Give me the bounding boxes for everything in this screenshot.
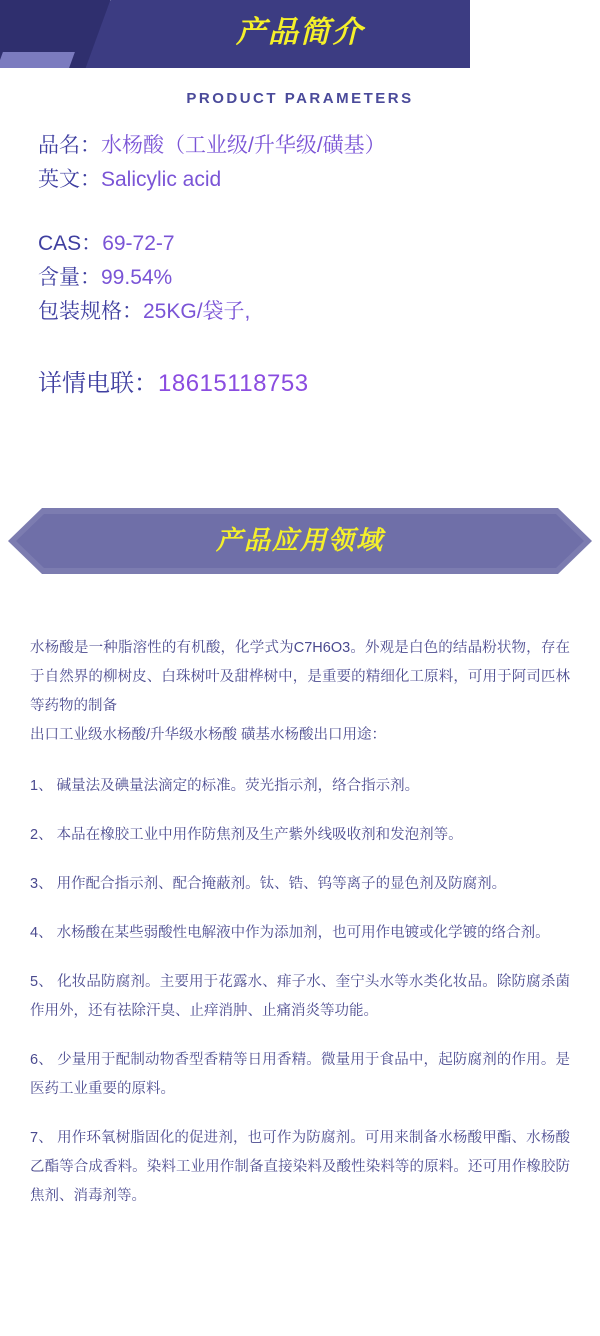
parameter-row-cas	[38, 227, 600, 261]
intro-paragraph: 水杨酸是一种脂溶性的有机酸，化学式为C7H6O3。外观是白色的结晶粉状物，存在于自然界的柳树皮、白珠树叶及甜桦树中，是重要的精细化工原料，可用于阿司匹林等药物的制备	[30, 640, 570, 714]
parameter-row-english	[38, 163, 600, 197]
parameter-label-name: 品名：	[38, 134, 101, 157]
parameter-row-packaging	[38, 295, 600, 329]
parameters-subtitle: PRODUCT PARAMETERS	[186, 90, 414, 107]
parameter-label-packaging: 包装规格：	[38, 300, 143, 323]
parameter-label-content: 含量：	[38, 266, 101, 289]
parameter-spacer	[38, 197, 600, 227]
parameter-row-name	[38, 129, 600, 163]
list-item: 6、 少量用于配制动物香型香精等日用香精。微量用于食品中，起防腐剂的作用。是医药工业重要的原料。	[30, 1052, 570, 1097]
parameter-list	[38, 129, 600, 329]
parameter-row-content	[38, 261, 600, 295]
list-item: 1、 碱量法及碘量法滴定的标准。荧光指示剂，络合指示剂。	[30, 778, 420, 794]
top-banner	[0, 0, 600, 68]
uses-list	[30, 772, 570, 1211]
list-item: 3、 用作配合指示剂、配合掩蔽剂。钛、锆、钨等离子的显色剂及防腐剂。	[30, 876, 507, 892]
section-banner	[0, 508, 600, 578]
parameter-label-cas: CAS：	[38, 232, 103, 255]
list-item: 4、 水杨酸在某些弱酸性电解液中作为添加剂，也可用作电镀或化学镀的络合剂。	[30, 925, 550, 941]
contact-row	[38, 363, 600, 398]
list-item: 5、 化妆品防腐剂。主要用于花露水、痱子水、奎宁头水等水类化妆品。除防腐杀菌作用外，还有祛除汗臭、止痒消肿、止痛消炎等功能。	[30, 974, 570, 1019]
intro-paragraph-2: 出口工业级水杨酸/升华级水杨酸 磺基水杨酸出口用途：	[30, 727, 387, 743]
list-item: 7、 用作环氧树脂固化的促进剂，也可作为防腐剂。可用来制备水杨酸甲酯、水杨酸乙酯等合成香料。染料工业用作制备直接染料及酸性染料等的原料。还可用作橡胶防焦剂、消毒剂等。	[30, 1130, 570, 1204]
section-title: 产品应用领域	[215, 525, 384, 555]
page-title: 产品简介	[236, 16, 364, 49]
parameter-value-content: 99.54%	[101, 266, 173, 289]
contact-label: 详情电联：	[38, 370, 158, 397]
contact-phone[interactable]: 18615118753	[158, 370, 309, 397]
body-content	[30, 634, 570, 1211]
parameter-value-cas: 69-72-7	[102, 232, 175, 255]
parameter-label-english: 英文：	[38, 168, 101, 191]
list-item: 2、 本品在橡胶工业中用作防焦剂及生产紫外线吸收剂和发泡剂等。	[30, 827, 463, 843]
parameter-value-packaging: 25KG/袋子,	[143, 300, 251, 323]
parameter-value-english: Salicylic acid	[101, 168, 222, 191]
parameter-value-name: 水杨酸（工业级/升华级/磺基）	[101, 134, 386, 157]
